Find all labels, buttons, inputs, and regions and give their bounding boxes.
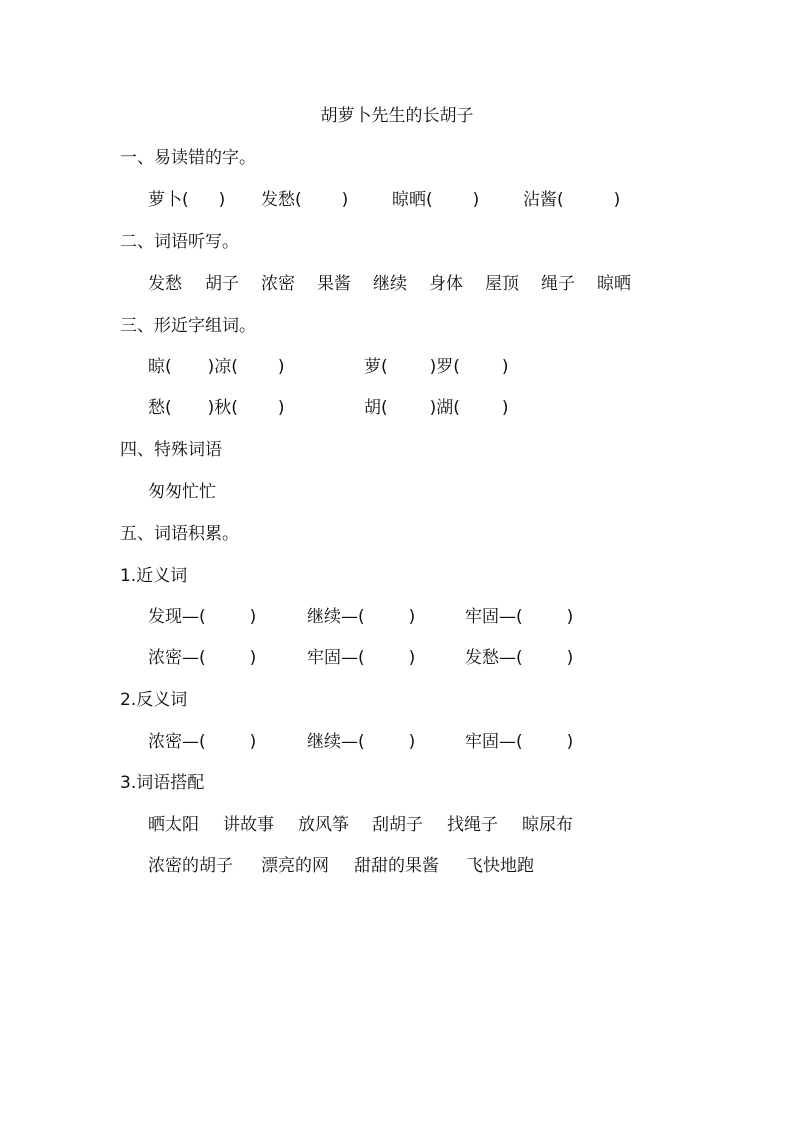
- collocation-phrase: 刮胡子: [372, 815, 423, 835]
- char: 秋: [214, 398, 232, 418]
- synonyms-label: 1.近义词: [120, 566, 188, 586]
- close-paren: ): [613, 190, 621, 210]
- char: 胡: [364, 398, 381, 418]
- collocation-phrase: 飞快地跑: [466, 856, 534, 876]
- open-paren: (: [199, 607, 206, 627]
- special-word: 匆匆忙忙: [148, 482, 216, 502]
- dash: —: [341, 607, 358, 627]
- similar-char-item: [148, 398, 285, 418]
- collocation-phrase: 晒太阳: [148, 815, 199, 835]
- dash: —: [341, 732, 358, 752]
- dictation-word: 发愁: [148, 274, 182, 294]
- dash: —: [499, 732, 516, 752]
- collocation-phrase: 找绳子: [447, 815, 498, 835]
- char: 凉: [214, 357, 232, 377]
- section-1-heading: 一、易读错的字。: [120, 148, 256, 168]
- word: 沾酱: [523, 190, 557, 210]
- collocation-phrase: 放风筝: [298, 815, 349, 835]
- open-paren: (: [295, 190, 302, 210]
- collocation-phrase: 讲故事: [223, 815, 274, 835]
- open-paren: (: [231, 357, 238, 377]
- close-paren: ): [277, 357, 285, 377]
- synonym-item: [465, 607, 573, 627]
- pinyin-blank-item: [392, 190, 479, 210]
- close-paren: ): [408, 732, 416, 752]
- antonym-item: [307, 732, 415, 752]
- word: 发愁: [465, 648, 499, 668]
- close-paren: ): [207, 357, 215, 377]
- word: 发现: [148, 607, 182, 627]
- pinyin-blank-item: [148, 190, 225, 210]
- open-paren: (: [199, 648, 206, 668]
- word: 浓密: [148, 648, 182, 668]
- similar-char-item: [364, 357, 509, 377]
- close-paren: ): [501, 357, 509, 377]
- char: 湖: [436, 398, 454, 418]
- dictation-word: 绳子: [541, 274, 575, 294]
- dash: —: [499, 607, 516, 627]
- close-paren: ): [429, 357, 437, 377]
- open-paren: (: [453, 398, 460, 418]
- pinyin-blank-item: [523, 190, 620, 210]
- collocation-phrase: 浓密的胡子: [148, 856, 233, 876]
- dictation-word: 继续: [373, 274, 407, 294]
- dash: —: [182, 607, 199, 627]
- word: 继续: [307, 607, 341, 627]
- close-paren: ): [249, 607, 257, 627]
- dash: —: [341, 648, 358, 668]
- synonym-item: [465, 648, 573, 668]
- open-paren: (: [381, 357, 388, 377]
- similar-char-item: [364, 398, 509, 418]
- char: 罗: [436, 357, 454, 377]
- word: 继续: [307, 732, 341, 752]
- close-paren: ): [429, 398, 437, 418]
- word: 晾晒: [392, 190, 426, 210]
- synonym-item: [307, 607, 415, 627]
- similar-char-item: [148, 357, 285, 377]
- close-paren: ): [249, 648, 257, 668]
- open-paren: (: [516, 607, 523, 627]
- close-paren: ): [501, 398, 509, 418]
- dictation-word: 身体: [429, 274, 463, 294]
- collocation-phrase: 漂亮的网: [261, 856, 329, 876]
- open-paren: (: [165, 398, 172, 418]
- open-paren: (: [358, 732, 365, 752]
- dictation-word: 果酱: [317, 274, 351, 294]
- open-paren: (: [516, 732, 523, 752]
- collocation-label: 3.词语搭配: [120, 773, 205, 793]
- open-paren: (: [453, 357, 460, 377]
- close-paren: ): [566, 648, 574, 668]
- word: 萝卜: [148, 190, 182, 210]
- close-paren: ): [341, 190, 349, 210]
- open-paren: (: [358, 648, 365, 668]
- antonyms-label: 2.反义词: [120, 690, 188, 710]
- dictation-word: 胡子: [205, 274, 239, 294]
- word: 牢固: [465, 607, 499, 627]
- dictation-word: 浓密: [261, 274, 295, 294]
- synonym-item: [148, 648, 256, 668]
- char: 晾: [148, 357, 165, 377]
- char: 愁: [148, 398, 165, 418]
- open-paren: (: [358, 607, 365, 627]
- word: 牢固: [465, 732, 499, 752]
- open-paren: (: [182, 190, 189, 210]
- close-paren: ): [277, 398, 285, 418]
- pinyin-blank-item: [261, 190, 348, 210]
- word: 浓密: [148, 732, 182, 752]
- section-5-heading: 五、词语积累。: [120, 524, 239, 544]
- synonym-item: [307, 648, 415, 668]
- open-paren: (: [557, 190, 564, 210]
- close-paren: ): [566, 732, 574, 752]
- page-title: 胡萝卜先生的长胡子: [320, 106, 474, 126]
- word: 发愁: [261, 190, 295, 210]
- char: 萝: [364, 357, 381, 377]
- dash: —: [182, 732, 199, 752]
- collocation-phrase: 甜甜的果酱: [354, 856, 439, 876]
- open-paren: (: [381, 398, 388, 418]
- word: 牢固: [307, 648, 341, 668]
- close-paren: ): [408, 648, 416, 668]
- section-2-heading: 二、词语听写。: [120, 232, 239, 252]
- section-4-heading: 四、特殊词语: [120, 440, 222, 460]
- close-paren: ): [249, 732, 257, 752]
- close-paren: ): [218, 190, 226, 210]
- open-paren: (: [199, 732, 206, 752]
- open-paren: (: [231, 398, 238, 418]
- open-paren: (: [426, 190, 433, 210]
- open-paren: (: [165, 357, 172, 377]
- synonym-item: [148, 607, 256, 627]
- dictation-word: 屋顶: [485, 274, 519, 294]
- collocation-phrase: 晾尿布: [522, 815, 573, 835]
- dictation-word: 晾晒: [597, 274, 631, 294]
- open-paren: (: [516, 648, 523, 668]
- close-paren: ): [472, 190, 480, 210]
- close-paren: ): [207, 398, 215, 418]
- section-3-heading: 三、形近字组词。: [120, 316, 256, 336]
- dash: —: [182, 648, 199, 668]
- close-paren: ): [566, 607, 574, 627]
- antonym-item: [465, 732, 573, 752]
- dash: —: [499, 648, 516, 668]
- antonym-item: [148, 732, 256, 752]
- close-paren: ): [408, 607, 416, 627]
